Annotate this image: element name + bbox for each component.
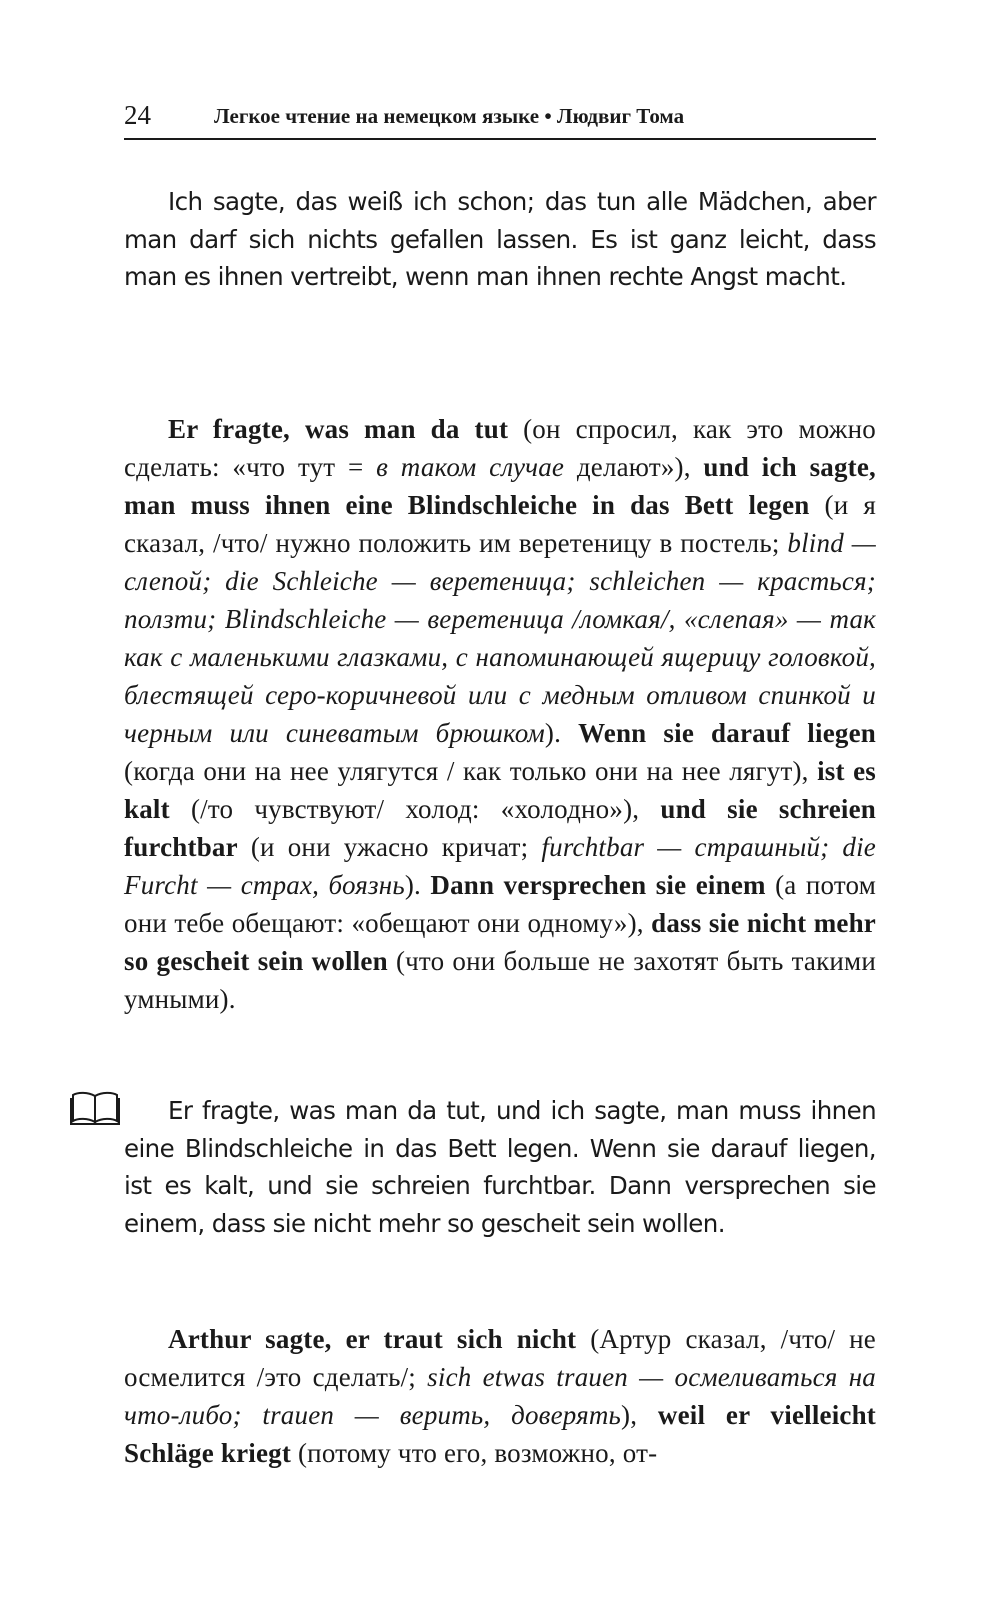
german-phrase: und ich sagte, man muss ihnen eine Blindschleiche in das Bett legen [124,452,877,520]
translation-text: (когда они на нее улягутся / как только они на нее лягут), [124,756,818,786]
translation-text: (/то чувствуют/ холод: «холодно»), [169,794,661,824]
translation-text: ). [404,870,431,900]
page-header [124,98,876,140]
vocab-note: в таком случае [376,452,565,482]
german-phrase: weil er vielleicht Schläge kriegt [124,1400,877,1468]
translation-text: делают»), [564,452,704,482]
annotated-text [124,410,876,1018]
annotated-paragraph-2 [124,1320,876,1472]
vocab-note: furchtbar — страшный; die Furcht — страх, боязнь [124,832,876,900]
german-phrase: ist es kalt [124,756,876,824]
german-phrase: Wenn sie darauf liegen [578,718,876,748]
translation-text: ), [621,1400,658,1430]
german-phrase: Er fragte, was man da tut [168,414,509,444]
german-phrase: dass sie nicht mehr so gescheit sein wollen [124,908,876,976]
reading-text: Er fragte, was man da tut, und ich sagte, man muss ihnen eine Blindschleiche in das Bett legen. Wenn sie darauf liegen, ist es kalt, und sie schreien furchtbar. Dann versprechen sie einem, dass sie nicht mehr so gescheit sein wollen. [124,1096,876,1238]
translation-text: (а потом они тебе обещают: «обещают они одному»), [124,870,876,938]
translation-text: (Артур сказал, /что/ не осмелится /это сделать/; [124,1324,876,1392]
annotated-paragraph-1 [124,410,876,1018]
translation-text: (и я сказал, /что/ нужно положить им веретеницу в постель; [124,490,876,558]
german-phrase: Dann versprechen sie einem [430,870,766,900]
vocab-note: blind — слепой; die Schleiche — веретеница; schleichen — красться; ползти; Blindschleiche — веретеница /ломкая/, «слепая» — так как с маленькими глазками, с напоминающей ящерицу головкой, блестящей серо-коричневой или с медным отливом спинкой и черным или синеватым брюшком [124,528,876,748]
translation-text: (что они больше не захотят быть такими умными). [124,946,876,1014]
reading-paragraph-1 [124,183,876,296]
german-phrase: Arthur sagte, er traut sich nicht [168,1324,577,1354]
translation-text: (он спросил, как это можно сделать: «что тут = [124,414,877,482]
reading-text: Ich sagte, das weiß ich schon; das tun alle Mädchen, aber man darf sich nichts gefallen lassen. Es ist ganz leicht, dass man es ihnen vertreibt, wenn man ihnen rechte Angst macht. [124,187,876,291]
reading-paragraph-2 [124,1092,876,1242]
vocab-note: sich etwas trauen — осмеливаться на что-либо; trauen — верить, доверять [124,1362,877,1430]
page-number: 24 [124,100,151,130]
open-book-icon [70,1090,120,1126]
translation-text: ). [544,718,579,748]
german-phrase: und sie schreien furchtbar [124,794,876,862]
running-title: Легкое чтение на немецком языке • Людвиг Тома [214,104,685,128]
annotated-text [124,1320,876,1472]
translation-text: (и они ужасно кричат; [237,832,542,862]
translation-text: (потому что его, возможно, от- [291,1438,658,1468]
